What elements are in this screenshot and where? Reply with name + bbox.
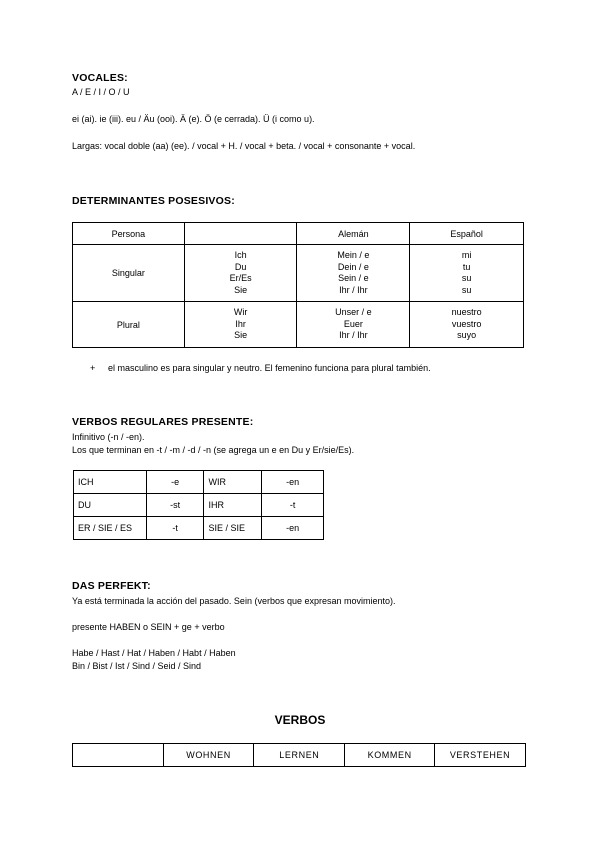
pronouns-plural (184, 302, 297, 348)
header-espanol: Español (410, 223, 524, 245)
espanol-value: tu (462, 261, 471, 272)
aleman-value: Unser / e (335, 307, 372, 318)
header-pronoun (184, 223, 297, 245)
ending-cell: -en (262, 517, 324, 540)
verbos-regulares-heading: VERBOS REGULARES PRESENTE: (72, 416, 254, 428)
espanol-singular (410, 245, 524, 302)
ending-cell: -t (146, 517, 204, 540)
persona-singular: Singular (73, 245, 185, 302)
header-verstehen: VERSTEHEN (435, 744, 526, 767)
espanol-value: nuestro (451, 307, 482, 318)
pronoun-cell: ER / SIE / ES (74, 517, 147, 540)
table-row (74, 471, 324, 494)
espanol-value: vuestro (451, 318, 482, 329)
table-row-singular (73, 245, 524, 302)
aleman-value: Dein / e (337, 261, 369, 272)
determinantes-note: el masculino es para singular y neutro. El femenino funciona para plural también. (108, 363, 431, 373)
verb-endings-table (73, 470, 324, 540)
table-header-row (73, 744, 526, 767)
table-row-plural (73, 302, 524, 348)
verbos-regulares-line1: Infinitivo (-n / -en). (72, 432, 145, 442)
ending-cell: -t (262, 494, 324, 517)
persona-plural: Plural (73, 302, 185, 348)
table-header-row (73, 223, 524, 245)
table-row (74, 494, 324, 517)
aleman-value: Euer (343, 318, 363, 329)
verbos-regulares-line2: Los que terminan en -t / -m / -d / -n (se agrega un e en Du y Er/sie/Es). (72, 445, 355, 455)
verbos-heading: VERBOS (274, 713, 326, 727)
pronoun: Sie (234, 284, 248, 295)
pronoun: Ihr (235, 318, 246, 329)
vocales-diphthongs: ei (ai). ie (iii). eu / Äu (ooi). Ä (e). Ö (e cerrada). Ü (i como u). (72, 114, 315, 124)
perfekt-heading: DAS PERFEKT: (72, 580, 151, 592)
header-wohnen: WOHNEN (163, 744, 254, 767)
verbos-table (72, 743, 526, 767)
determinantes-heading: DETERMINANTES POSESIVOS: (72, 195, 235, 207)
pronoun-cell: DU (74, 494, 147, 517)
aleman-singular (297, 245, 410, 302)
espanol-value: su (461, 273, 472, 283)
espanol-value: mi (461, 250, 472, 260)
espanol-plural (410, 302, 524, 348)
aleman-value: Mein / e (337, 250, 370, 260)
vocales-largas: Largas: vocal doble (aa) (ee). / vocal + H. / vocal + beta. / vocal + consonante + vocal. (72, 141, 416, 151)
pronoun: Er/Es (229, 273, 252, 283)
pronoun: Du (234, 261, 247, 272)
pronoun-cell: SIE / SIE (204, 517, 262, 540)
vocales-heading: VOCALES: (72, 72, 128, 84)
vocales-list: A / E / I / O / U (72, 87, 130, 97)
pronoun: Wir (233, 307, 248, 318)
header-aleman: Alemán (297, 223, 410, 245)
header-lernen: LERNEN (254, 744, 345, 767)
pronoun: Sie (234, 330, 248, 341)
pronouns-singular (184, 245, 297, 302)
ending-cell: -e (146, 471, 204, 494)
pronoun-cell: WIR (204, 471, 262, 494)
aleman-value: Sein / e (338, 273, 369, 283)
determinantes-table (72, 222, 524, 348)
perfekt-line4: Bin / Bist / Ist / Sind / Seid / Sind (72, 661, 202, 671)
header-persona: Persona (73, 223, 185, 245)
aleman-value: Ihr / Ihr (339, 330, 368, 341)
espanol-value: su (461, 284, 472, 295)
ending-cell: -st (146, 494, 204, 517)
pronoun-cell: IHR (204, 494, 262, 517)
pronoun-cell: ICH (74, 471, 147, 494)
perfekt-line3: Habe / Hast / Hat / Haben / Habt / Haben (72, 648, 236, 658)
header-kommen: KOMMEN (345, 744, 435, 767)
note-bullet: + (90, 363, 96, 373)
perfekt-line2: presente HABEN o SEIN + ge + verbo (72, 622, 225, 632)
table-row (74, 517, 324, 540)
espanol-value: suyo (457, 330, 477, 341)
ending-cell: -en (262, 471, 324, 494)
aleman-plural (297, 302, 410, 348)
aleman-value: Ihr / Ihr (339, 284, 368, 295)
pronoun: Ich (234, 250, 247, 260)
header-empty (73, 744, 164, 767)
perfekt-line1: Ya está terminada la acción del pasado. Sein (verbos que expresan movimiento). (72, 596, 396, 606)
